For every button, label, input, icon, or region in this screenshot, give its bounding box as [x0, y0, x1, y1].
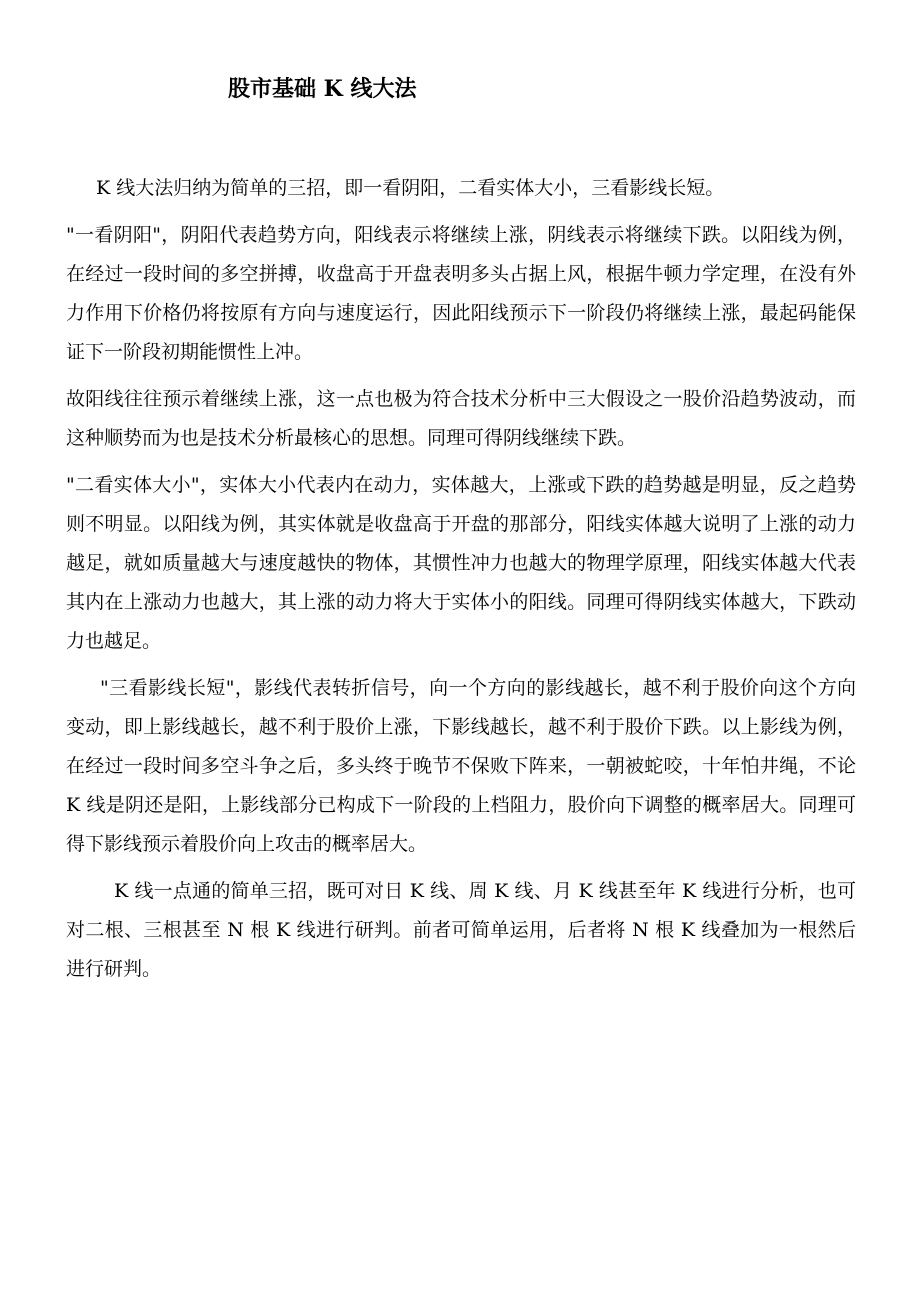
document-body	[66, 169, 856, 997]
paragraph-summary: K 线一点通的简单三招，既可对日 K 线、周 K 线、月 K 线甚至年 K 线进行分析，也可对二根、三根甚至 N 根 K 线进行研判。前者可简单运用，后者将 N 根 K 线叠加为一根然后进行研判。	[66, 880, 856, 980]
paragraph-intro: K 线大法归纳为简单的三招，即一看阴阳，二看实体大小，三看影线长短。	[96, 177, 725, 199]
paragraph-shadow-length: "三看影线长短"，影线代表转折信号，向一个方向的影线越长，越不利于股价向这个方向变动，即上影线越长，越不利于股价上涨，下影线越长，越不利于股价下跌。以上影线为例，在经过一段时间多空斗争之后，多头终于晚节不保败下阵来，一朝被蛇咬，十年怕井绳，不论 K 线是阴还是阳，上影线部分已构成下一阶段的上档阻力，股价向下调整的概率居大。同理可得下影线预示着股价向上攻击的概率居大。	[66, 677, 856, 855]
paragraph-yin-yang: "一看阴阳"，阴阳代表趋势方向，阳线表示将继续上涨，阴线表示将继续下跌。以阳线为例，在经过一段时间的多空拼搏，收盘高于开盘表明多头占据上风，根据牛顿力学定理，在没有外力作用下价格仍将按原有方向与速度运行，因此阳线预示下一阶段仍将继续上涨，最起码能保证下一阶段初期能惯性上冲。	[66, 224, 856, 363]
page-title: 股市基础 K 线大法	[228, 76, 417, 102]
paragraph-body-size: "二看实体大小"，实体大小代表内在动力，实体越大，上涨或下跌的趋势越是明显，反之趋势则不明显。以阳线为例，其实体就是收盘高于开盘的那部分，阳线实体越大说明了上涨的动力越足，就如质量越大与速度越快的物体，其惯性冲力也越大的物理学原理，阳线实体越大代表其内在上涨动力也越大，其上涨的动力将大于实体小的阳线。同理可得阴线实体越大，下跌动力也越足。	[66, 474, 856, 652]
paragraph-trend: 故阳线往往预示着继续上涨，这一点也极为符合技术分析中三大假设之一股价沿趋势波动，而这种顺势而为也是技术分析最核心的思想。同理可得阴线继续下跌。	[66, 388, 856, 449]
